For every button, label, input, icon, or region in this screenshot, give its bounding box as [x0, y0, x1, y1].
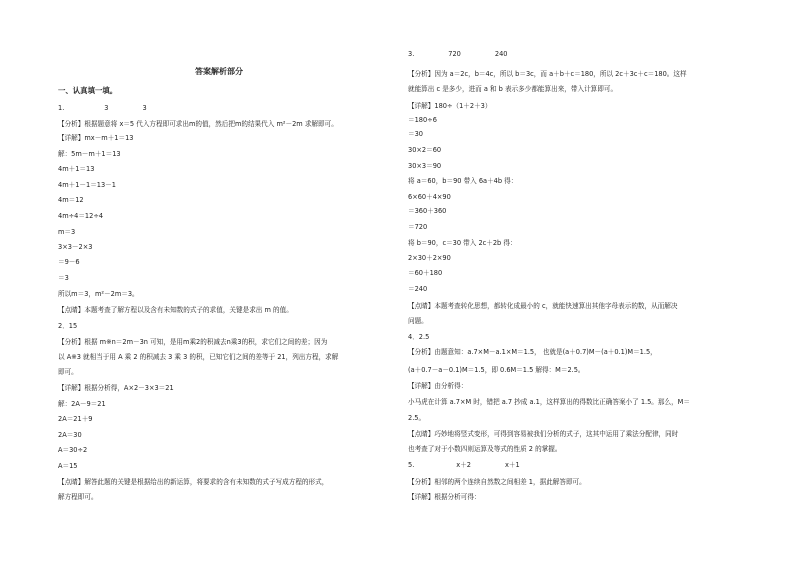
right-line: 【分析】相邻的两个连续自然数之间相差 1，据此解答即可。 [408, 478, 586, 486]
right-line: ＝360＋360 [408, 207, 447, 215]
page-title: 答案解析部分 [195, 67, 243, 76]
right-line: 2.5。 [408, 414, 426, 422]
left-line: 【点睛】解答此题的关键是根据给出的新运算，将要求的含有未知数的式子写成方程的形式， [58, 478, 329, 486]
left-line: 4m＋1－1＝13－1 [58, 181, 116, 189]
left-line: 2A＝30 [58, 431, 82, 439]
left-line: 4m÷4＝12÷4 [58, 212, 104, 220]
right-line: 30×3＝90 [408, 162, 442, 170]
answer-part: x＋2 [456, 461, 471, 469]
right-line: ＝60＋180 [408, 269, 443, 277]
right-line: 就能算出 c 是多少，进而 a 和 b 表示多少都能算出来，带入计算即可。 [408, 85, 618, 93]
left-line [58, 104, 147, 113]
right-line: ＝180÷6 [408, 116, 437, 124]
left-line: 解方程即可。 [58, 493, 98, 501]
right-line: 【点睛】本题考查转化思想，都转化成最小的 c，就能快速算出其他字母表示的数，从而解决 [408, 302, 678, 310]
left-line: 2．15 [58, 322, 78, 330]
right-line: 【分析】因为 a＝2c，b＝4c，所以 b＝3c，而 a＋b＋c＝180，所以 2c＋3c＋c＝180。这样 [408, 70, 687, 78]
right-line: (a＋0.7－a－0.1)M＝1.5，即 0.6M＝1.5 解得：M＝2.5。 [408, 366, 585, 374]
right-line [408, 50, 507, 59]
right-line: 【点睛】巧妙地将竖式变形，可得到容易被我们分析的式子，这其中运用了乘法分配律，同时 [408, 430, 679, 438]
left-line: ＝9－6 [58, 258, 80, 266]
left-line: A＝15 [58, 462, 78, 470]
right-line: 【详解】由分析得： [408, 382, 468, 390]
left-line: 【详解】mx－m＋1＝13 [58, 134, 134, 142]
answer-part: 1. [58, 104, 65, 112]
left-line: 【分析】根据 m※n＝2m－3n 可知，是用m乘2的积减去n乘3的积，求它们之间的差；因为 [58, 338, 328, 346]
left-line: 4m＝12 [58, 196, 84, 204]
right-line: 6×60＋4×90 [408, 193, 451, 201]
left-line: ＝3 [58, 274, 69, 282]
left-line: 以 A※3 就相当于用 A 乘 2 的积减去 3 乘 3 的积，已知它们之间的差等于 21，列出方程，求解 [58, 353, 339, 361]
left-line: 一、认真填一填。 [58, 86, 118, 95]
answer-part: x＋1 [505, 461, 520, 469]
right-line: ＝720 [408, 223, 428, 231]
right-line: ＝240 [408, 285, 428, 293]
left-line: A＝30÷2 [58, 446, 88, 454]
right-line: ＝30 [408, 130, 423, 138]
right-line: 【详解】180÷（1＋2＋3） [408, 102, 492, 110]
right-line [408, 461, 520, 470]
left-line: m＝3 [58, 228, 76, 236]
left-line: 即可。 [58, 368, 78, 376]
right-line: 30×2＝60 [408, 146, 442, 154]
left-line: 【详解】根据分析得，A×2－3×3＝21 [58, 384, 174, 392]
answer-part: 3 [142, 104, 147, 112]
left-line: 【分析】根据题意将 x＝5 代入方程即可求出m的值，然后把m的结果代入 m²－2m 求解即可。 [58, 120, 338, 128]
right-line: 【分析】由题意知：a.7×M－a.1×M＝1.5， 也就是(a＋0.7)M－(a＋0.1)M＝1.5， [408, 348, 657, 356]
left-line: 【点睛】本题考查了解方程以及含有未知数的式子的求值，关键是求出 m 的值。 [58, 306, 293, 314]
right-line: 将 b＝90，c＝30 带入 2c＋2b 得： [408, 239, 517, 247]
left-line: 解：5m－m＋1＝13 [58, 150, 121, 158]
right-line: 【详解】根据分析可得： [408, 493, 481, 501]
answer-part: 240 [494, 50, 508, 58]
answer-part: 3. [408, 50, 415, 58]
answer-part: 3 [104, 104, 109, 112]
right-line: 2×30＋2×90 [408, 254, 451, 262]
right-line: 问题。 [408, 317, 428, 325]
left-line: 2A＝21＋9 [58, 415, 93, 423]
right-line: 小马虎在计算 a.7×M 时，错把 a.7 抄成 a.1，这样算出的得数比正确答案小了 1.5。那么，M＝ [408, 398, 690, 406]
answer-part: 720 [448, 50, 461, 58]
left-line: 4m＋1＝13 [58, 165, 95, 173]
answer-part: 5. [408, 461, 415, 469]
left-line: 解：2A－9＝21 [58, 400, 106, 408]
right-line: 也考查了对于小数四则运算及等式的性质 2 的掌握。 [408, 445, 562, 453]
left-line: 3×3－2×3 [58, 243, 93, 251]
left-line: 所以m＝3，m²－2m＝3。 [58, 290, 139, 298]
right-line: 将 a＝60，b＝90 带入 6a＋4b 得： [408, 177, 518, 185]
right-line: 4．2.5 [408, 333, 430, 341]
